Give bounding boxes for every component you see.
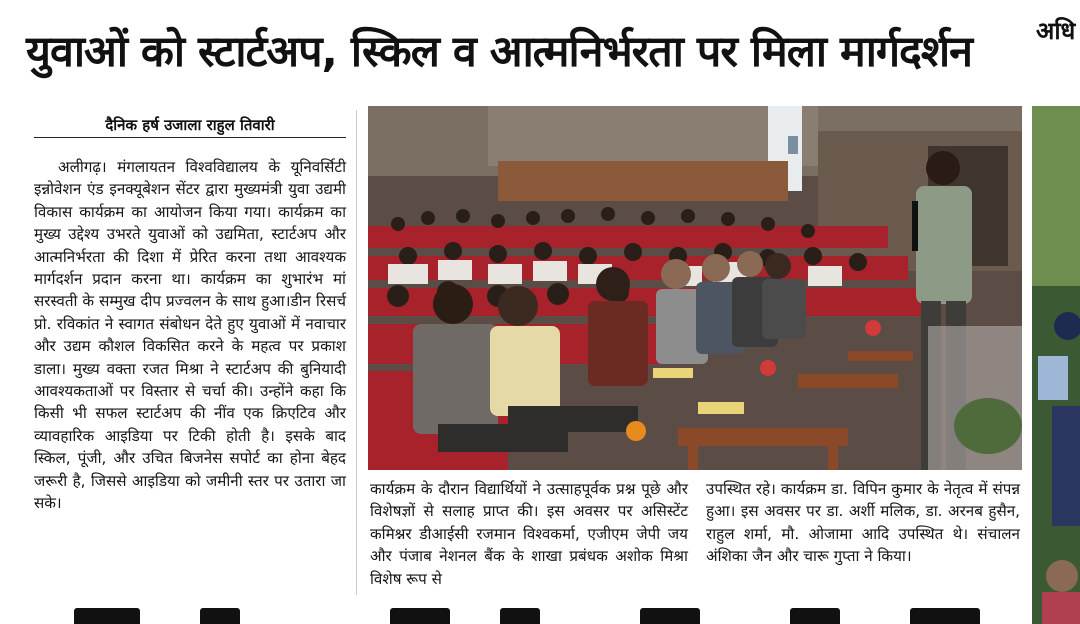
article-column-2: कार्यक्रम के दौरान विद्यार्थियों ने उत्साहपूर्वक प्रश्न पूछे और विशेषज्ञों से सलाह प्राप्त की। इस अवसर पर असिस्टेंट कमिश्नर डीआईसी रजमान विश्वकर्मा, एजीएम जेपी जय और पंजाब नेशनल बैंक के शाखा प्रबंधक अशोक मिश्रा विशेष रूप से bbox=[370, 480, 688, 588]
auditorium-event-photo bbox=[368, 106, 1022, 470]
article-column-3: उपस्थित रहे। कार्यक्रम डा. विपिन कुमार के नेतृत्व में संपन्न हुआ। इस अवसर पर डा. अर्शी मलिक, डा. अरनब हुसैन, राहुल शर्मा, मौ. ओजामा आदि उपस्थित थे। संचालन अंशिका जैन और चारू गुप्ता ने किया। bbox=[706, 480, 1020, 566]
column-divider bbox=[356, 110, 357, 595]
adjacent-article-photo bbox=[1032, 106, 1080, 624]
byline-underline bbox=[34, 137, 346, 138]
headline: युवाओं को स्टार्टअप, स्किल व आत्मनिर्भरता पर मिला मार्गदर्शन bbox=[26, 27, 972, 77]
byline: दैनिक हर्ष उजाला राहुल तिवारी bbox=[105, 116, 275, 134]
next-headline-cutoff bbox=[30, 604, 1030, 624]
adjacent-article-headline-fragment: अधि bbox=[1036, 17, 1076, 45]
article-column-1: अलीगढ़। मंगलायतन विश्वविद्यालय के यूनिवर्सिटी इन्नोवेशन एंड इनक्यूबेशन सेंटर द्वारा मुख्यमंत्री युवा उद्यमी विकास कार्यक्रम का आयोजन किया गया। कार्यक्रम का मुख्य उद्देश्य उभरते युवाओं को उद्यमिता, स्टार्टअप और आत्मनिर्भरता की दिशा में प्रेरित करना तथा आवश्यक मार्गदर्शन प्रदान करना था। कार्यक्रम का शुभारंभ मां सरस्वती के सम्मुख दीप प्रज्वलन के साथ हुआ।डीन रिसर्च प्रो. रविकांत ने स्वागत संबोधन देते हुए युवाओं में नवाचार और उद्यम कौशल विकसित करने के महत्व पर प्रकाश डाला। मुख्य वक्ता रजत मिश्रा ने स्टार्टअप की बुनियादी आवश्यकताओं पर विस्तार से चर्चा की। उन्होंने कहा कि किसी भी सफल स्टार्टअप की नींव एक क्रिएटिव और व्यावहारिक आइडिया पर टिकी होती है। इसके बाद स्किल, पूंजी, और उचित बिजनेस सपोर्ट का होना बेहद जरूरी है, जिससे आइडिया को जमीनी स्तर पर उतारा जा सके। bbox=[34, 158, 346, 513]
